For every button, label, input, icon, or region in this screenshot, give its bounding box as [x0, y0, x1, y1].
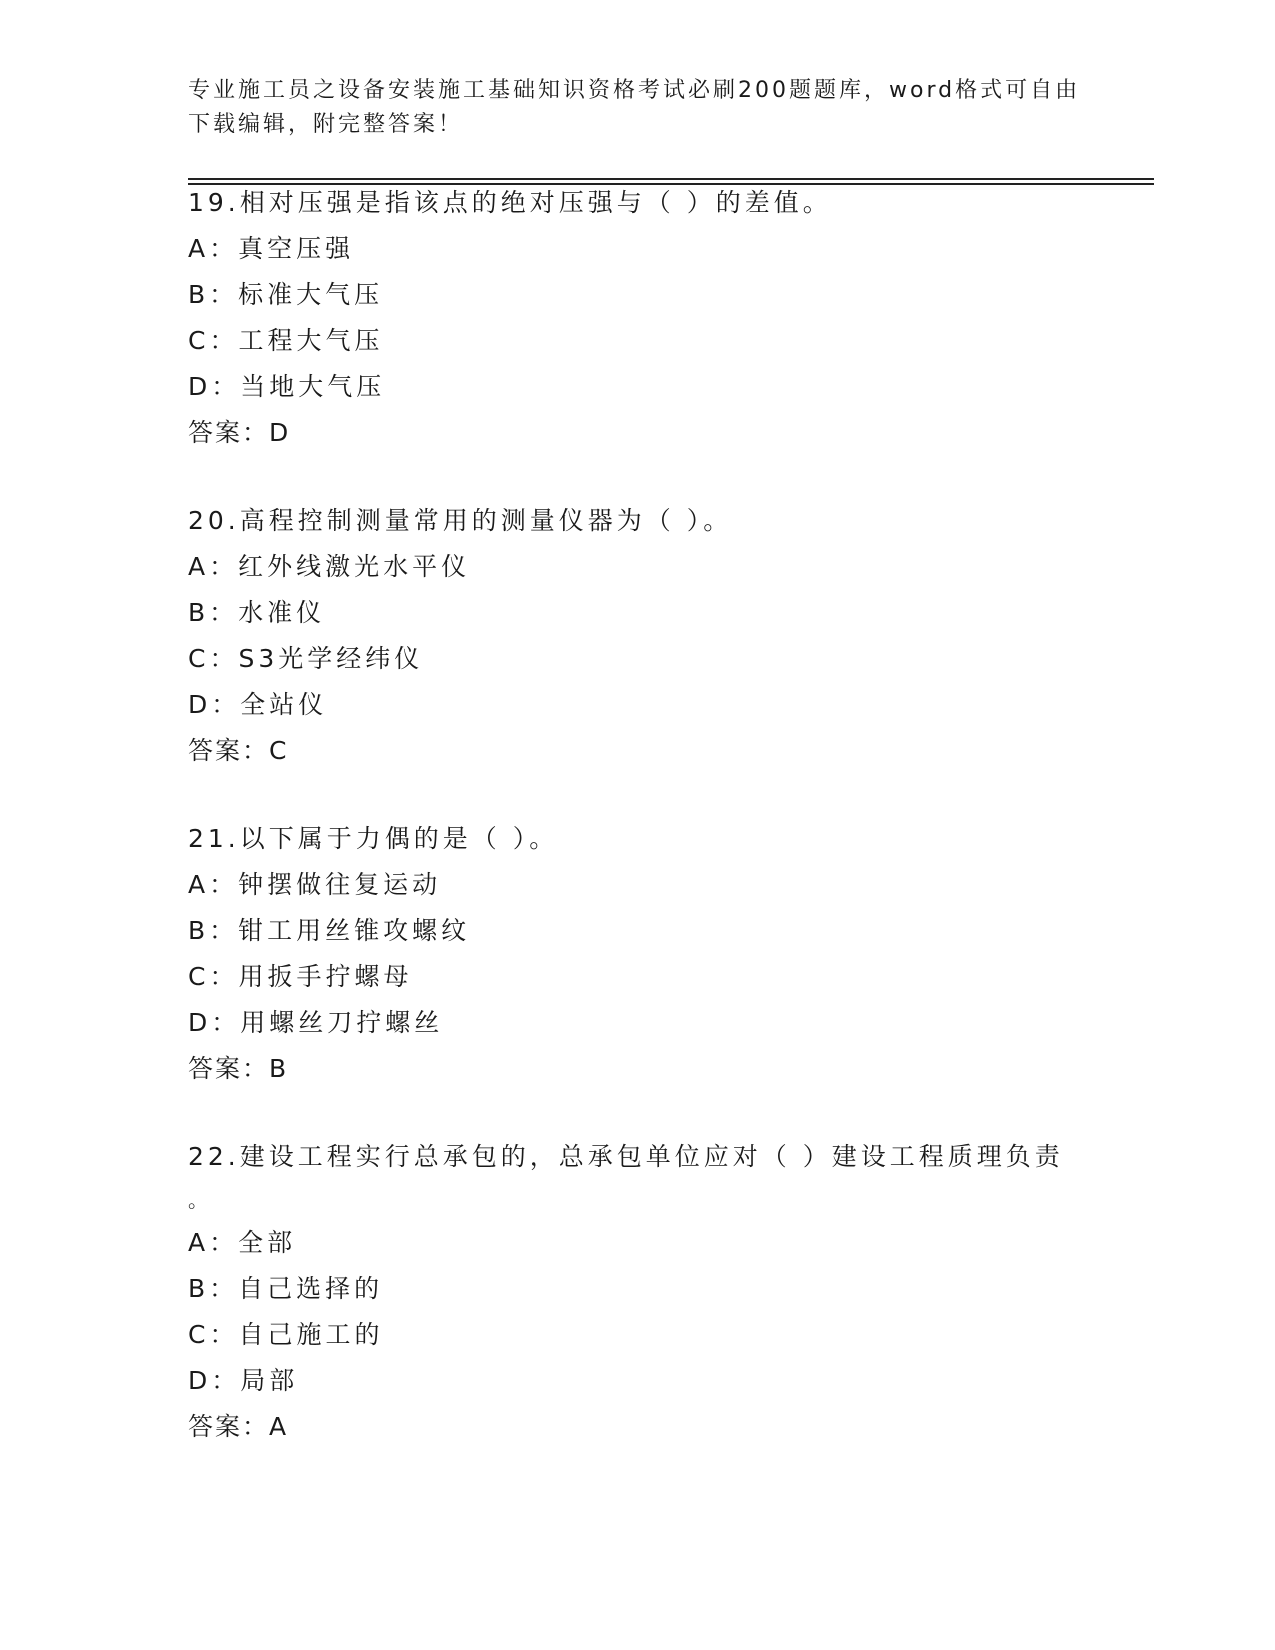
question-21	[188, 816, 1088, 1092]
answer-label: 答案：C	[188, 736, 289, 765]
question-stem: 20.高程控制测量常用的测量仪器为（ ）。	[188, 506, 733, 535]
question-22	[188, 1134, 1088, 1450]
answer-label: 答案：B	[188, 1054, 289, 1083]
option-b: B：自己选择的	[188, 1274, 384, 1303]
option-d: D：当地大气压	[188, 372, 386, 401]
question-stem: 19.相对压强是指该点的绝对压强与（ ）的差值。	[188, 188, 832, 217]
option-c: C：S3光学经纬仪	[188, 644, 424, 673]
document-header	[188, 74, 1088, 142]
header-line-1: 专业施工员之设备安装施工基础知识资格考试必刷200题题库，word格式可自由	[188, 78, 1081, 103]
answer-label: 答案：D	[188, 418, 291, 447]
option-d: D：全站仪	[188, 690, 328, 719]
option-d: D：局部	[188, 1366, 299, 1395]
option-a: A：真空压强	[188, 234, 355, 263]
option-c: C：工程大气压	[188, 326, 384, 355]
option-c: C：自己施工的	[188, 1320, 384, 1349]
question-20	[188, 498, 1088, 774]
option-a: A：全部	[188, 1228, 297, 1257]
header-line-2: 下载编辑，附完整答案！	[188, 112, 464, 137]
option-b: B：标准大气压	[188, 280, 384, 309]
option-d: D：用螺丝刀拧螺丝	[188, 1008, 444, 1037]
option-a: A：钟摆做往复运动	[188, 870, 442, 899]
option-b: B：水准仪	[188, 598, 326, 627]
question-19	[188, 180, 1088, 456]
option-a: A：红外线激光水平仪	[188, 552, 471, 581]
option-b: B：钳工用丝锥攻螺纹	[188, 916, 471, 945]
option-c: C：用扳手拧螺母	[188, 962, 413, 991]
question-stem: 22.建设工程实行总承包的，总承包单位应对（ ）建设工程质理负责	[188, 1142, 1064, 1171]
question-stem-continuation: 。	[188, 1188, 212, 1212]
question-stem: 21.以下属于力偶的是（ ）。	[188, 824, 559, 853]
answer-label: 答案：A	[188, 1412, 289, 1441]
